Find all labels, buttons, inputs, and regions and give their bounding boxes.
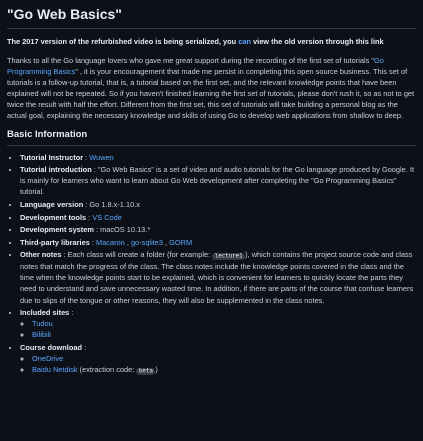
go-sqlite3-link[interactable]: go-sqlite3	[130, 237, 163, 247]
introduction-text: : "Go Web Basics" is a set of video and audio tutorials for the Go language produced by Google. It is mainly for learners who want to learn about Go Web development after completing the "Go Programming Basics" tutorial.	[20, 165, 414, 197]
download-sep: :	[82, 342, 87, 352]
old-version-link[interactable]: can	[238, 36, 251, 46]
tools-label: Development tools	[20, 212, 87, 222]
intro-text-2: " , it is your encouragement that made me persist in completing this open source business. This set of tutorials is a follow-up tutorial, that is, a tutorial based on the first set, and the relevant knowledge points that have been explained will not be repeated. So if you haven't finished learning the first set of tutorials, please don't rush it, so as not to get twice the result with half the effort. Different from the first set, this set of tutorials will take building a personal blog as the actual goal, explaining the necessary knowledge and skills of using Go to develop web applications from shallow to deep.	[7, 66, 415, 121]
libraries-label: Third-party libraries	[20, 237, 90, 247]
system-label: Development system	[20, 225, 94, 235]
extraction-code: beta	[136, 368, 155, 375]
list-item-download-source	[32, 364, 416, 376]
sites-label: Included sites	[20, 308, 70, 318]
macaron-link[interactable]: Macaron	[96, 237, 125, 247]
list-item-tools	[20, 212, 416, 223]
intro-text-1: Thanks to all the Go language lovers who gave me great support during the recording of the first set of tutorials "	[7, 55, 375, 65]
language-label: Language version	[20, 200, 84, 210]
instructor-label: Tutorial Instructor	[20, 152, 84, 162]
basic-info-list	[7, 152, 416, 376]
list-item-site	[32, 329, 416, 340]
sites-list	[20, 318, 416, 340]
lecture-folder-code: lecture1	[212, 253, 245, 260]
instructor-link[interactable]: Wuwen	[89, 152, 114, 162]
instructor-sep: :	[83, 152, 90, 162]
basic-info-heading: Basic Information	[7, 129, 416, 145]
notice-text-after: view the old version through this link	[250, 36, 384, 46]
baidu-netdisk-link[interactable]: Baidu Netdisk	[32, 365, 78, 375]
list-item-download-source	[32, 353, 416, 364]
vscode-link[interactable]: VS Code	[92, 212, 122, 222]
notes-text-before: : Each class will create a folder (for example:	[61, 250, 213, 260]
introduction-label: Tutorial introduction	[20, 165, 92, 175]
tudou-link[interactable]: Tudou	[32, 319, 53, 329]
list-item-system	[20, 224, 416, 235]
extraction-code-close: )	[155, 365, 158, 375]
list-item-site	[32, 318, 416, 329]
download-list	[20, 353, 416, 376]
libraries-sep: :	[89, 237, 96, 247]
extraction-code-text: (extraction code:	[77, 365, 137, 375]
notes-text-after: ), which contains the project source code and class notes that match the progress of the class. The class notes include the knowledge points covered in the class and the time when the knowledge points start to be explained, which is convenient for learners to quickly locate the parts they need to understand and save unnecessary wasted time. In addition, if there are parts of the course that confuse learners due to slips of the tongue or other reasons, they will also be supplemented in the class notes.	[20, 250, 414, 305]
libraries-comma-2: ,	[162, 237, 170, 247]
list-item-libraries	[20, 237, 416, 248]
list-item-introduction	[20, 164, 416, 197]
notes-label: Other notes	[20, 250, 62, 260]
notice-text-before: The 2017 version of the refurbished video is being serialized, you	[7, 36, 239, 46]
list-item-instructor	[20, 152, 416, 163]
list-item-notes	[20, 249, 416, 305]
language-text: : Go 1.8.x-1.10.x	[83, 200, 140, 210]
gorm-link[interactable]: GORM	[169, 237, 193, 247]
download-label: Course download	[20, 342, 83, 352]
list-item-sites	[20, 307, 416, 340]
sites-sep: :	[69, 308, 74, 318]
list-item-download	[20, 342, 416, 376]
intro-paragraph	[7, 55, 416, 122]
system-text: : macOS 10.13.*	[93, 225, 151, 235]
go-programming-basics-link[interactable]: Go Programming Basics	[7, 55, 384, 76]
tools-sep: :	[86, 212, 93, 222]
list-item-language	[20, 199, 416, 210]
bilibili-link[interactable]: Bilibili	[32, 330, 51, 340]
serialization-notice	[7, 36, 416, 47]
libraries-comma-1: ,	[124, 237, 131, 247]
page-title: "Go Web Basics"	[7, 6, 416, 29]
onedrive-link[interactable]: OneDrive	[32, 354, 64, 364]
